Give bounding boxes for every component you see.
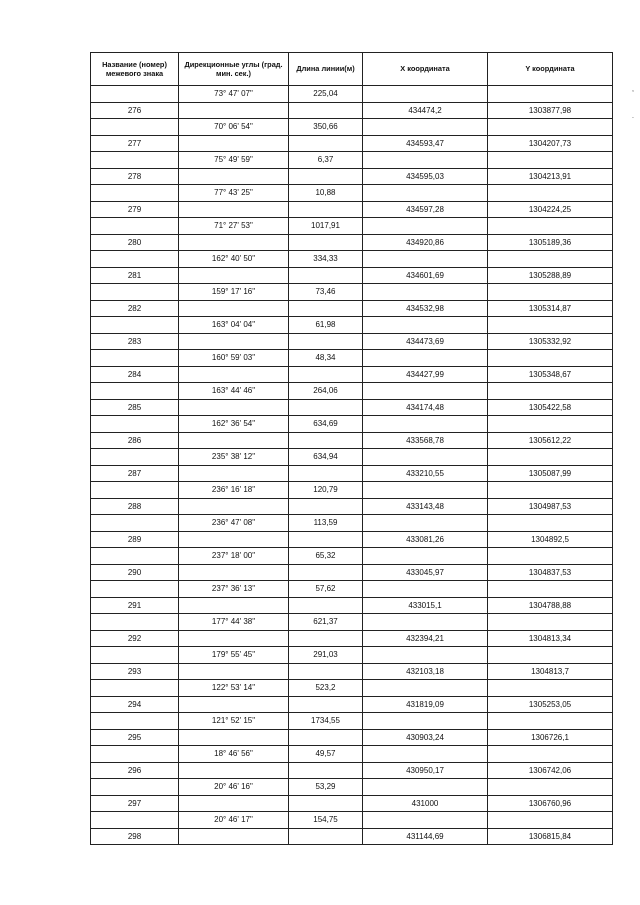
cell-direction-angle (179, 102, 289, 119)
cell-direction-angle: 20° 46' 17" (179, 812, 289, 829)
cell-x-coordinate: 433143,48 (363, 498, 488, 515)
cell-x-coordinate: 433081,26 (363, 531, 488, 548)
cell-direction-angle: 160° 59' 03" (179, 350, 289, 367)
cell-y-coordinate: 1304224,25 (488, 201, 613, 218)
cell-x-coordinate (363, 449, 488, 466)
table-row (91, 680, 613, 697)
cell-y-coordinate (488, 680, 613, 697)
cell-mark-name (91, 614, 179, 631)
cell-mark-name (91, 746, 179, 763)
header-x-coordinate: X координата (363, 53, 488, 86)
cell-x-coordinate (363, 383, 488, 400)
cell-x-coordinate (363, 482, 488, 499)
cell-line-length: 73,46 (289, 284, 363, 301)
cell-x-coordinate (363, 746, 488, 763)
cell-mark-name (91, 317, 179, 334)
cell-line-length (289, 465, 363, 482)
cell-x-coordinate: 433045,97 (363, 564, 488, 581)
cell-line-length: 225,04 (289, 86, 363, 103)
cell-mark-name (91, 713, 179, 730)
table-row (91, 713, 613, 730)
cell-line-length (289, 828, 363, 845)
cell-line-length (289, 168, 363, 185)
cell-direction-angle: 70° 06' 54" (179, 119, 289, 136)
cell-line-length (289, 432, 363, 449)
cell-y-coordinate (488, 581, 613, 598)
cell-line-length: 621,37 (289, 614, 363, 631)
cell-direction-angle (179, 828, 289, 845)
cell-x-coordinate (363, 812, 488, 829)
cell-y-coordinate (488, 119, 613, 136)
cell-mark-name: 295 (91, 729, 179, 746)
header-y-coordinate: Y координата (488, 53, 613, 86)
header-mark-name: Название (номер) межевого знака (91, 53, 179, 86)
cell-mark-name (91, 581, 179, 598)
cell-y-coordinate: 1305332,92 (488, 333, 613, 350)
cell-y-coordinate: 1304813,7 (488, 663, 613, 680)
cell-x-coordinate (363, 416, 488, 433)
cell-line-length: 49,57 (289, 746, 363, 763)
cell-y-coordinate: 1305422,58 (488, 399, 613, 416)
margin-mark: . (632, 113, 634, 120)
cell-line-length: 634,94 (289, 449, 363, 466)
table-row (91, 597, 613, 614)
cell-mark-name (91, 119, 179, 136)
cell-line-length: 523,2 (289, 680, 363, 697)
cell-y-coordinate: 1305348,67 (488, 366, 613, 383)
cell-line-length (289, 333, 363, 350)
cell-y-coordinate: 1304207,73 (488, 135, 613, 152)
cell-y-coordinate: 1304837,53 (488, 564, 613, 581)
table-row (91, 333, 613, 350)
table-body (91, 86, 613, 845)
cell-mark-name (91, 779, 179, 796)
cell-line-length (289, 300, 363, 317)
table-row (91, 119, 613, 136)
header-direction-angle: Дирекционные углы (град. мин. сек.) (179, 53, 289, 86)
table-row (91, 795, 613, 812)
cell-line-length: 154,75 (289, 812, 363, 829)
cell-direction-angle (179, 135, 289, 152)
cell-line-length (289, 267, 363, 284)
cell-line-length (289, 597, 363, 614)
table-row (91, 218, 613, 235)
table-row (91, 465, 613, 482)
cell-x-coordinate: 431819,09 (363, 696, 488, 713)
cell-line-length (289, 201, 363, 218)
table-row (91, 399, 613, 416)
table-row (91, 383, 613, 400)
cell-direction-angle: 18° 46' 56" (179, 746, 289, 763)
cell-y-coordinate: 1303877,98 (488, 102, 613, 119)
cell-line-length: 6,37 (289, 152, 363, 169)
cell-x-coordinate: 434920,86 (363, 234, 488, 251)
cell-direction-angle: 77° 43' 25" (179, 185, 289, 202)
cell-line-length (289, 234, 363, 251)
cell-direction-angle: 122° 53' 14" (179, 680, 289, 697)
cell-mark-name (91, 482, 179, 499)
cell-direction-angle: 236° 47' 08" (179, 515, 289, 532)
cell-y-coordinate (488, 548, 613, 565)
boundary-coordinates-table (90, 52, 613, 845)
cell-x-coordinate (363, 548, 488, 565)
cell-line-length (289, 564, 363, 581)
cell-x-coordinate (363, 86, 488, 103)
cell-direction-angle (179, 201, 289, 218)
cell-mark-name: 297 (91, 795, 179, 812)
cell-direction-angle (179, 267, 289, 284)
cell-x-coordinate: 434427,99 (363, 366, 488, 383)
cell-y-coordinate (488, 515, 613, 532)
cell-direction-angle (179, 498, 289, 515)
cell-x-coordinate (363, 680, 488, 697)
cell-mark-name: 284 (91, 366, 179, 383)
table-row (91, 86, 613, 103)
table-row (91, 317, 613, 334)
cell-x-coordinate: 432103,18 (363, 663, 488, 680)
table-row (91, 300, 613, 317)
cell-direction-angle (179, 234, 289, 251)
cell-x-coordinate: 434532,98 (363, 300, 488, 317)
cell-direction-angle: 179° 55' 45" (179, 647, 289, 664)
cell-x-coordinate: 430950,17 (363, 762, 488, 779)
cell-line-length: 1017,91 (289, 218, 363, 235)
cell-y-coordinate (488, 614, 613, 631)
table-row (91, 498, 613, 515)
cell-mark-name: 287 (91, 465, 179, 482)
cell-y-coordinate: 1305314,87 (488, 300, 613, 317)
cell-mark-name (91, 350, 179, 367)
table-row (91, 647, 613, 664)
cell-x-coordinate: 433015,1 (363, 597, 488, 614)
cell-direction-angle (179, 729, 289, 746)
cell-y-coordinate (488, 284, 613, 301)
cell-direction-angle: 162° 40' 50" (179, 251, 289, 268)
table-row (91, 531, 613, 548)
cell-line-length: 120,79 (289, 482, 363, 499)
table-row (91, 779, 613, 796)
cell-y-coordinate (488, 449, 613, 466)
cell-y-coordinate: 1305087,99 (488, 465, 613, 482)
table-row (91, 267, 613, 284)
cell-mark-name (91, 416, 179, 433)
cell-x-coordinate: 431144,69 (363, 828, 488, 845)
cell-y-coordinate: 1305189,36 (488, 234, 613, 251)
cell-x-coordinate (363, 350, 488, 367)
table-row (91, 581, 613, 598)
cell-x-coordinate: 434174,48 (363, 399, 488, 416)
table-row (91, 251, 613, 268)
cell-mark-name (91, 647, 179, 664)
cell-line-length: 57,62 (289, 581, 363, 598)
table-row (91, 152, 613, 169)
cell-mark-name: 298 (91, 828, 179, 845)
cell-line-length (289, 729, 363, 746)
cell-mark-name: 296 (91, 762, 179, 779)
cell-direction-angle (179, 300, 289, 317)
cell-x-coordinate: 433210,55 (363, 465, 488, 482)
table-row (91, 234, 613, 251)
cell-x-coordinate (363, 119, 488, 136)
cell-line-length (289, 696, 363, 713)
cell-direction-angle: 236° 16' 18" (179, 482, 289, 499)
cell-line-length: 61,98 (289, 317, 363, 334)
cell-mark-name (91, 680, 179, 697)
cell-line-length (289, 399, 363, 416)
table-row (91, 135, 613, 152)
cell-direction-angle: 163° 44' 46" (179, 383, 289, 400)
cell-mark-name (91, 251, 179, 268)
cell-direction-angle: 71° 27' 53" (179, 218, 289, 235)
cell-line-length: 65,32 (289, 548, 363, 565)
cell-mark-name: 280 (91, 234, 179, 251)
cell-mark-name: 279 (91, 201, 179, 218)
cell-mark-name (91, 86, 179, 103)
cell-line-length (289, 663, 363, 680)
cell-x-coordinate: 434474,2 (363, 102, 488, 119)
cell-line-length: 291,03 (289, 647, 363, 664)
cell-mark-name: 288 (91, 498, 179, 515)
cell-x-coordinate (363, 713, 488, 730)
cell-y-coordinate: 1304813,34 (488, 630, 613, 647)
cell-y-coordinate: 1305612,22 (488, 432, 613, 449)
cell-direction-angle: 20° 46' 16" (179, 779, 289, 796)
cell-mark-name: 285 (91, 399, 179, 416)
cell-y-coordinate (488, 218, 613, 235)
table-row (91, 762, 613, 779)
cell-y-coordinate (488, 251, 613, 268)
table-row (91, 482, 613, 499)
table-row (91, 548, 613, 565)
table-row (91, 168, 613, 185)
cell-direction-angle: 121° 52' 15" (179, 713, 289, 730)
cell-y-coordinate (488, 713, 613, 730)
cell-x-coordinate: 430903,24 (363, 729, 488, 746)
cell-mark-name: 286 (91, 432, 179, 449)
cell-direction-angle (179, 696, 289, 713)
table-row (91, 449, 613, 466)
cell-mark-name (91, 383, 179, 400)
cell-x-coordinate (363, 185, 488, 202)
table-row (91, 663, 613, 680)
cell-line-length (289, 630, 363, 647)
cell-x-coordinate (363, 317, 488, 334)
cell-direction-angle (179, 597, 289, 614)
cell-line-length: 53,29 (289, 779, 363, 796)
cell-y-coordinate: 1305288,89 (488, 267, 613, 284)
cell-x-coordinate: 434601,69 (363, 267, 488, 284)
table-row (91, 515, 613, 532)
cell-y-coordinate: 1305253,05 (488, 696, 613, 713)
cell-mark-name: 277 (91, 135, 179, 152)
cell-mark-name (91, 284, 179, 301)
cell-line-length (289, 102, 363, 119)
cell-line-length (289, 366, 363, 383)
cell-direction-angle (179, 366, 289, 383)
cell-direction-angle (179, 168, 289, 185)
cell-direction-angle: 73° 47' 07" (179, 86, 289, 103)
cell-direction-angle: 163° 04' 04" (179, 317, 289, 334)
cell-y-coordinate: 1306760,96 (488, 795, 613, 812)
cell-direction-angle: 75° 49' 59" (179, 152, 289, 169)
cell-y-coordinate (488, 185, 613, 202)
table-row (91, 614, 613, 631)
cell-line-length: 113,59 (289, 515, 363, 532)
cell-line-length (289, 531, 363, 548)
cell-direction-angle (179, 333, 289, 350)
cell-direction-angle (179, 663, 289, 680)
table-row (91, 746, 613, 763)
cell-direction-angle: 235° 38' 12" (179, 449, 289, 466)
cell-y-coordinate (488, 647, 613, 664)
table-row (91, 564, 613, 581)
cell-x-coordinate (363, 284, 488, 301)
cell-x-coordinate: 434593,47 (363, 135, 488, 152)
cell-y-coordinate (488, 317, 613, 334)
cell-mark-name: 293 (91, 663, 179, 680)
cell-x-coordinate: 432394,21 (363, 630, 488, 647)
cell-y-coordinate: 1306726,1 (488, 729, 613, 746)
cell-mark-name: 276 (91, 102, 179, 119)
cell-x-coordinate (363, 779, 488, 796)
cell-line-length (289, 498, 363, 515)
cell-line-length: 334,33 (289, 251, 363, 268)
cell-mark-name: 281 (91, 267, 179, 284)
cell-y-coordinate: 1304788,88 (488, 597, 613, 614)
cell-mark-name: 291 (91, 597, 179, 614)
cell-direction-angle: 177° 44' 38" (179, 614, 289, 631)
cell-direction-angle (179, 630, 289, 647)
table-row (91, 366, 613, 383)
cell-line-length: 10,88 (289, 185, 363, 202)
cell-x-coordinate (363, 515, 488, 532)
cell-direction-angle: 159° 17' 16" (179, 284, 289, 301)
cell-mark-name (91, 152, 179, 169)
cell-direction-angle (179, 531, 289, 548)
cell-mark-name: 278 (91, 168, 179, 185)
cell-y-coordinate (488, 383, 613, 400)
cell-direction-angle (179, 399, 289, 416)
cell-x-coordinate: 431000 (363, 795, 488, 812)
cell-direction-angle (179, 465, 289, 482)
cell-mark-name (91, 548, 179, 565)
cell-x-coordinate (363, 152, 488, 169)
cell-x-coordinate (363, 218, 488, 235)
cell-mark-name: 289 (91, 531, 179, 548)
table-row (91, 185, 613, 202)
table-row (91, 432, 613, 449)
cell-line-length (289, 795, 363, 812)
cell-line-length: 48,34 (289, 350, 363, 367)
cell-direction-angle (179, 564, 289, 581)
cell-direction-angle (179, 432, 289, 449)
cell-y-coordinate (488, 152, 613, 169)
cell-mark-name: 290 (91, 564, 179, 581)
cell-y-coordinate (488, 86, 613, 103)
cell-y-coordinate: 1304213,91 (488, 168, 613, 185)
cell-y-coordinate (488, 350, 613, 367)
cell-line-length: 264,06 (289, 383, 363, 400)
cell-direction-angle (179, 762, 289, 779)
cell-mark-name: 294 (91, 696, 179, 713)
cell-line-length: 634,69 (289, 416, 363, 433)
cell-x-coordinate: 434473,69 (363, 333, 488, 350)
cell-y-coordinate: 1306815,84 (488, 828, 613, 845)
table-header-row (91, 53, 613, 86)
cell-direction-angle: 237° 18' 00" (179, 548, 289, 565)
cell-mark-name: 282 (91, 300, 179, 317)
table-row (91, 284, 613, 301)
cell-x-coordinate: 434595,03 (363, 168, 488, 185)
table-row (91, 630, 613, 647)
cell-y-coordinate (488, 416, 613, 433)
cell-mark-name (91, 812, 179, 829)
cell-y-coordinate (488, 812, 613, 829)
cell-y-coordinate (488, 482, 613, 499)
cell-line-length: 1734,55 (289, 713, 363, 730)
cell-mark-name (91, 515, 179, 532)
cell-y-coordinate (488, 779, 613, 796)
cell-mark-name (91, 185, 179, 202)
table-row (91, 828, 613, 845)
cell-x-coordinate: 433568,78 (363, 432, 488, 449)
table-row (91, 201, 613, 218)
table-row (91, 416, 613, 433)
cell-line-length (289, 762, 363, 779)
table-row (91, 812, 613, 829)
cell-y-coordinate: 1306742,06 (488, 762, 613, 779)
table-row (91, 696, 613, 713)
cell-mark-name (91, 449, 179, 466)
cell-x-coordinate (363, 581, 488, 598)
cell-y-coordinate: 1304892,5 (488, 531, 613, 548)
cell-y-coordinate (488, 746, 613, 763)
table-row (91, 350, 613, 367)
cell-mark-name (91, 218, 179, 235)
cell-direction-angle: 162° 36' 54" (179, 416, 289, 433)
cell-y-coordinate: 1304987,53 (488, 498, 613, 515)
cell-x-coordinate (363, 614, 488, 631)
margin-mark: , (632, 86, 634, 93)
cell-mark-name: 283 (91, 333, 179, 350)
cell-mark-name: 292 (91, 630, 179, 647)
cell-direction-angle: 237° 36' 13" (179, 581, 289, 598)
cell-x-coordinate (363, 251, 488, 268)
cell-direction-angle (179, 795, 289, 812)
cell-x-coordinate (363, 647, 488, 664)
cell-x-coordinate: 434597,28 (363, 201, 488, 218)
cell-line-length (289, 135, 363, 152)
header-line-length: Длина линии(м) (289, 53, 363, 86)
cell-line-length: 350,66 (289, 119, 363, 136)
table-row (91, 729, 613, 746)
table-row (91, 102, 613, 119)
